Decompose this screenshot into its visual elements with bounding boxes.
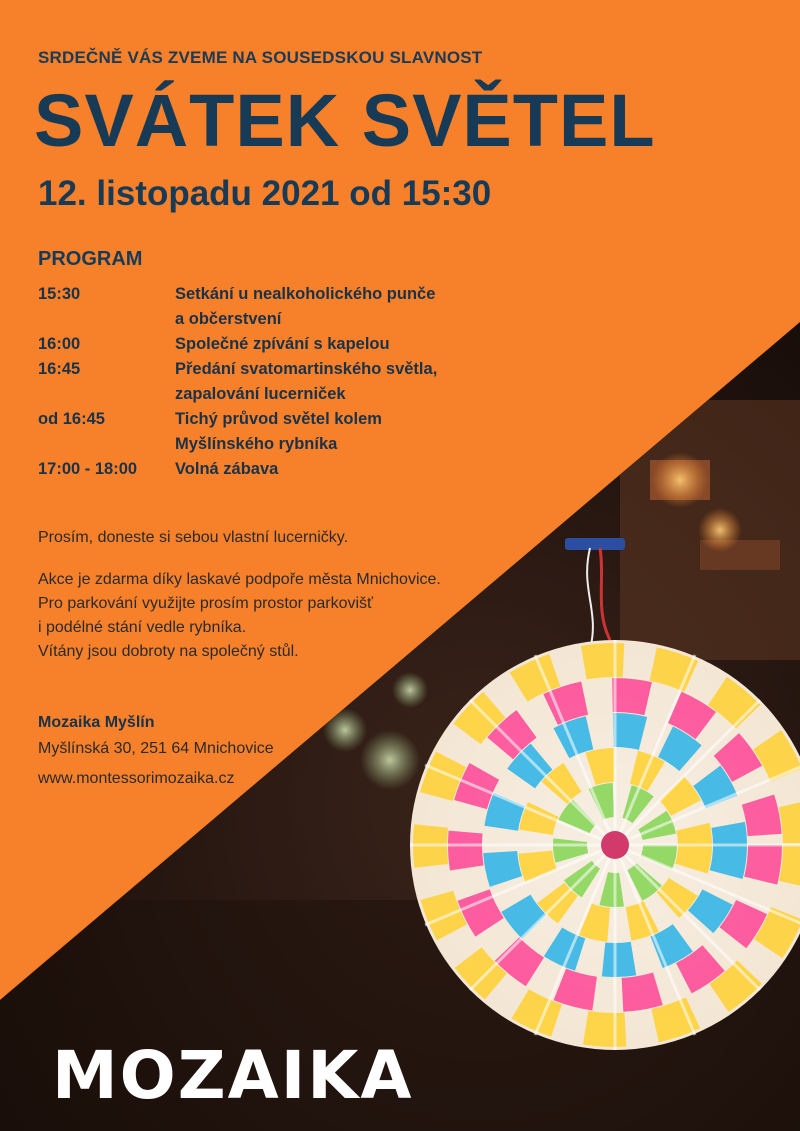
program-time: 17:00 - 18:00 <box>38 460 138 478</box>
program-activity <box>175 357 558 407</box>
info-line: i podélné stání vedle rybníka. <box>38 619 247 636</box>
program-activity-line: Společné zpívání s kapelou <box>175 335 390 353</box>
program-activity-line: Tichý průvod světel kolem <box>175 410 382 428</box>
mozaika-logo <box>52 1030 414 1114</box>
program-activity-line: Myšlínského rybníka <box>175 435 338 453</box>
program-item <box>38 357 558 407</box>
lantern-note: Prosím, doneste si sebou vlastní lucerničky. <box>38 529 349 546</box>
logo-text: MOZAIKA <box>52 1037 414 1114</box>
program-activity-line: Setkání u nealkoholického punče <box>175 285 436 303</box>
program-activity <box>175 407 558 457</box>
program-time: 16:00 <box>38 335 81 353</box>
program-activity-line: Volná zábava <box>175 460 279 478</box>
program-activity-line: zapalování lucerniček <box>175 385 346 403</box>
program-time: 15:30 <box>38 285 81 303</box>
program-activity <box>175 282 558 332</box>
info-paragraph <box>38 568 558 664</box>
info-line: Pro parkování využijte prosím prostor parkovišť <box>38 595 374 612</box>
program-activity-line: a občerstvení <box>175 310 282 328</box>
program-heading: PROGRAM <box>38 248 143 270</box>
program-time: 16:45 <box>38 360 81 378</box>
program-list <box>38 282 558 482</box>
program-time: od 16:45 <box>38 410 105 428</box>
program-activity-line: Předání svatomartinského světla, <box>175 360 438 378</box>
info-line: Akce je zdarma díky laskavé podpoře města Mnichovice. <box>38 571 441 588</box>
info-line: Vítány jsou dobroty na společný stůl. <box>38 643 299 660</box>
event-title: SVÁTEK SVĚTEL <box>34 79 656 162</box>
program-item <box>38 332 558 357</box>
program-item <box>38 282 558 332</box>
program-activity <box>175 332 558 357</box>
organizer-website-link[interactable]: www.montessorimozaika.cz <box>38 770 235 787</box>
organizer-address: Myšlínská 30, 251 64 Mnichovice <box>38 740 274 757</box>
program-item <box>38 457 558 482</box>
invitation-kicker: SRDEČNĚ VÁS ZVEME NA SOUSEDSKOU SLAVNOST <box>38 48 483 67</box>
program-item <box>38 407 558 457</box>
organizer-name: Mozaika Myšlín <box>38 714 155 731</box>
event-date: 12. listopadu 2021 od 15:30 <box>38 174 492 213</box>
program-activity <box>175 457 558 482</box>
